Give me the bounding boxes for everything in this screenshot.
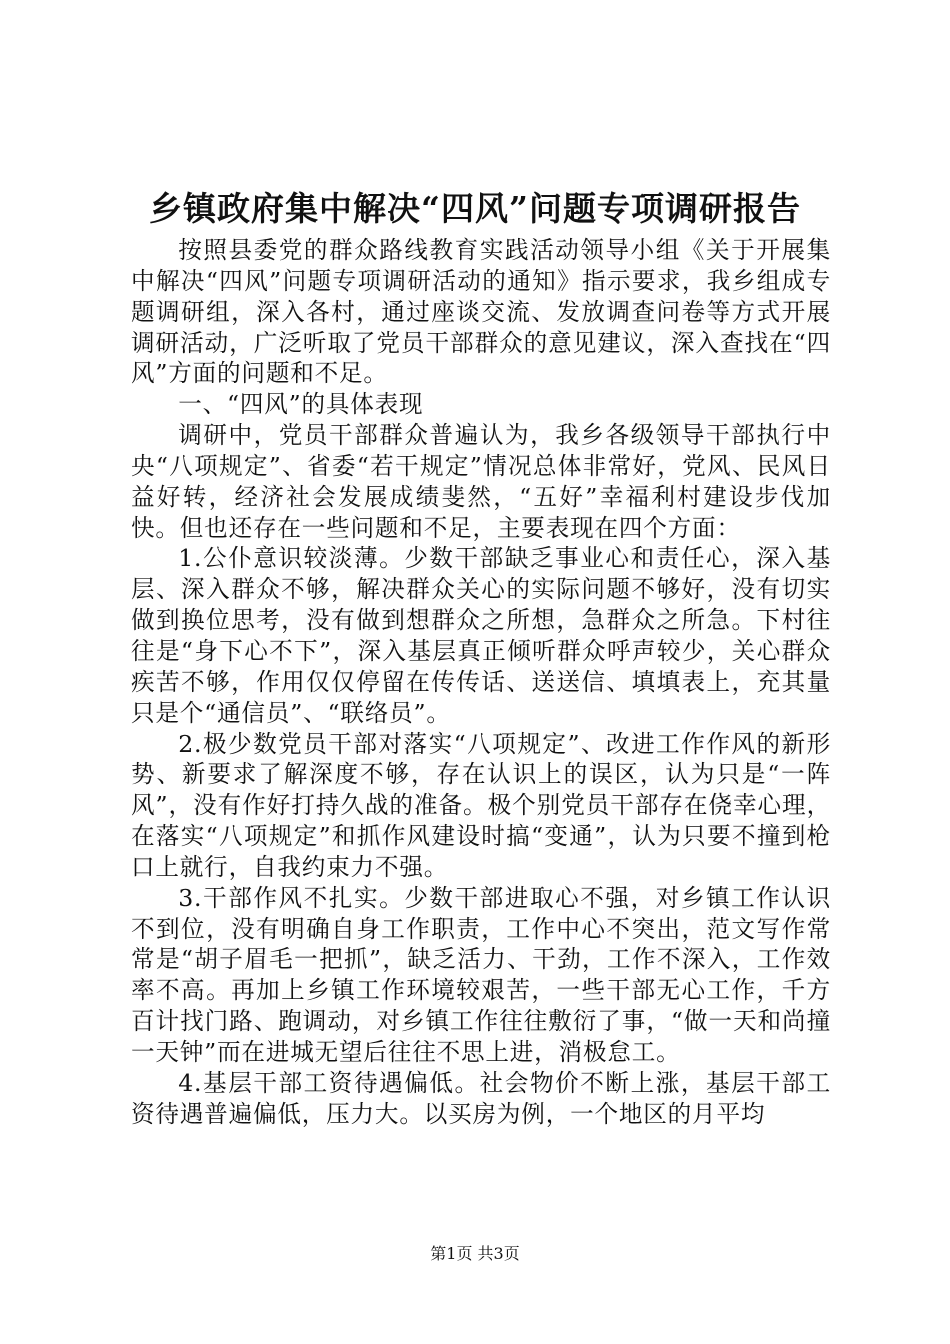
document-title: 乡镇政府集中解决“四风”问题专项调研报告 <box>149 189 801 228</box>
section-heading: 一、“四风”的具体表现 <box>178 390 424 419</box>
summary-paragraph: 调研中，党员干部群众普遍认为，我乡各级领导干部执行中央“八项规定”、省委“若干规定”情况总体非常好，党风、民风日益好转，经济社会发展成绩斐然，“五好”幸福利村建设步伐加快。但也还存在一些问题和不足，主要表现在四个方面： <box>131 421 831 542</box>
intro-paragraph: 按照县委党的群众路线教育实践活动领导小组《关于开展集中解决“四风”问题专项调研活动的通知》指示要求，我乡组成专题调研组，深入各村，通过座谈交流、发放调查问卷等方式开展调研活动，广泛听取了党员干部群众的意见建议，深入查找在“四风”方面的问题和不足。 <box>131 236 831 388</box>
page-number-footer: 第1页 共3页 <box>430 1244 520 1263</box>
item-3-paragraph: 3.干部作风不扎实。少数干部进取心不强，对乡镇工作认识不到位，没有明确自身工作职责，工作中心不突出，范文写作常常是“胡子眉毛一把抓”，缺乏活力、干劲，工作不深入，工作效率不高。再加上乡镇工作环境较艰苦，一些干部无心工作，千方百计找门路、跑调动，对乡镇工作往往敷衍了事，“做一天和尚撞一天钟”而在进城无望后往往不思上进，消极怠工。 <box>131 883 831 1066</box>
item-2-paragraph: 2.极少数党员干部对落实“八项规定”、改进工作作风的新形势、新要求了解深度不够，存在认识上的误区，认为只是“一阵风”，没有作好打持久战的准备。极个别党员干部存在侥幸心理，在落实“八项规定”和抓作风建设时搞“变通”，认为只要不撞到枪口上就行，自我约束力不强。 <box>131 729 831 881</box>
document-body <box>131 235 831 1129</box>
item-4-paragraph: 4.基层干部工资待遇偏低。社会物价不断上涨，基层干部工资待遇普遍偏低，压力大。以买房为例，一个地区的月平均 <box>131 1068 831 1128</box>
item-1-paragraph: 1.公仆意识较淡薄。少数干部缺乏事业心和责任心，深入基层、深入群众不够，解决群众关心的实际问题不够好，没有切实做到换位思考，没有做到想群众之所想，急群众之所急。下村往往是“身下心不下”，深入基层真正倾听群众呼声较少，关心群众疾苦不够，作用仅仅停留在传传话、送送信、填填表上，充其量只是个“通信员”、“联络员”。 <box>131 544 831 727</box>
